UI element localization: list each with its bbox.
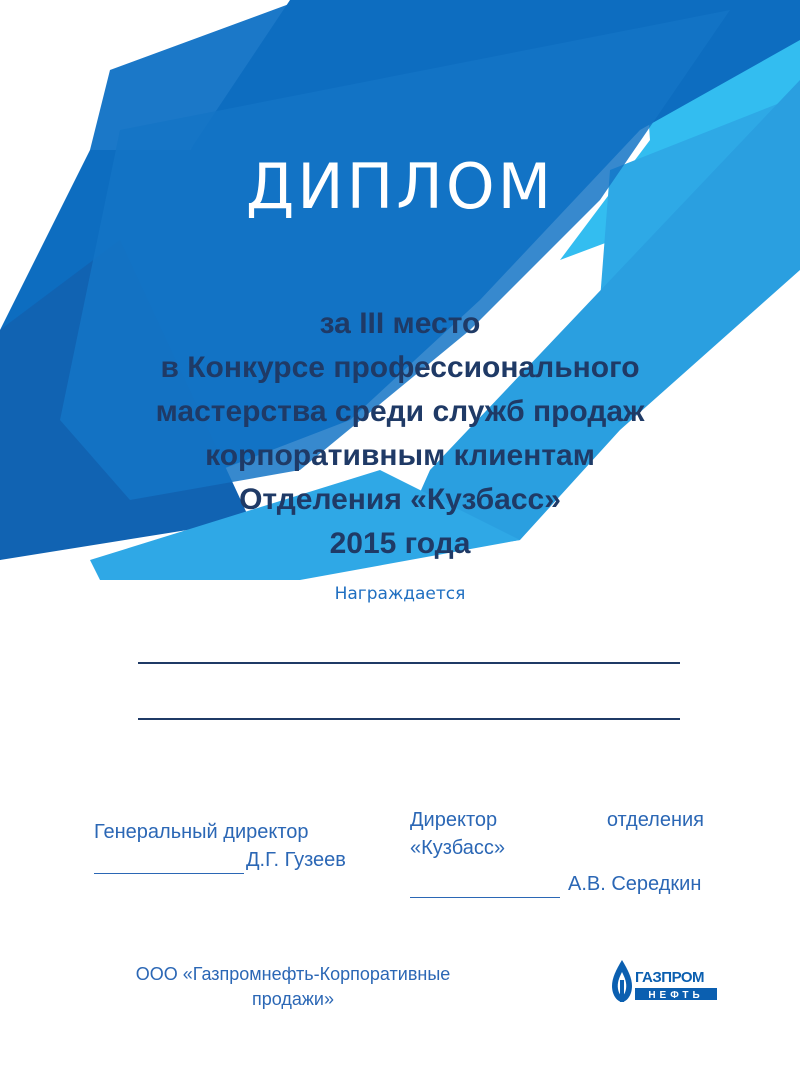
awarded-label: Награждается [334,584,466,604]
flame-icon [612,960,632,1002]
company-name [108,962,478,1012]
left-signature-row [94,846,384,874]
right-signer-name: А.В. Середкин [568,873,702,895]
right-signer-division: «Кузбасс» [410,837,505,859]
recipient-line-2 [138,718,680,720]
signature-right [410,806,710,898]
signature-blank [94,853,244,874]
right-signature-row [410,870,710,898]
left-signer-position: Генеральный директор [94,821,309,843]
left-signer-name: Д.Г. Гузеев [246,849,346,871]
company-line: ООО «Газпромнефть-Корпоративные [135,964,451,984]
logo-top-text: ГАЗПРОМ [635,969,705,986]
gazprom-neft-logo [608,958,718,1006]
award-line: мастерства среди служб продаж [155,395,645,428]
logo-bottom-text: НЕФТЬ [648,990,704,1001]
recipient-line-1 [138,662,680,664]
award-text [0,302,800,566]
award-line: корпоративным клиентам [205,439,595,472]
right-position-word: Директор [410,809,498,831]
award-line: в Конкурсе профессионального [160,351,640,384]
signature-blank [410,877,560,898]
right-signer-position [410,806,704,834]
award-line: Отделения «Кузбасс» [239,483,561,516]
company-line: продажи» [252,989,334,1009]
signature-left [94,818,384,874]
diploma-title: ДИПЛОМ [245,150,555,223]
right-position-word: отделения [606,809,704,831]
award-line: за III место [319,307,481,340]
award-line: 2015 года [329,527,471,560]
